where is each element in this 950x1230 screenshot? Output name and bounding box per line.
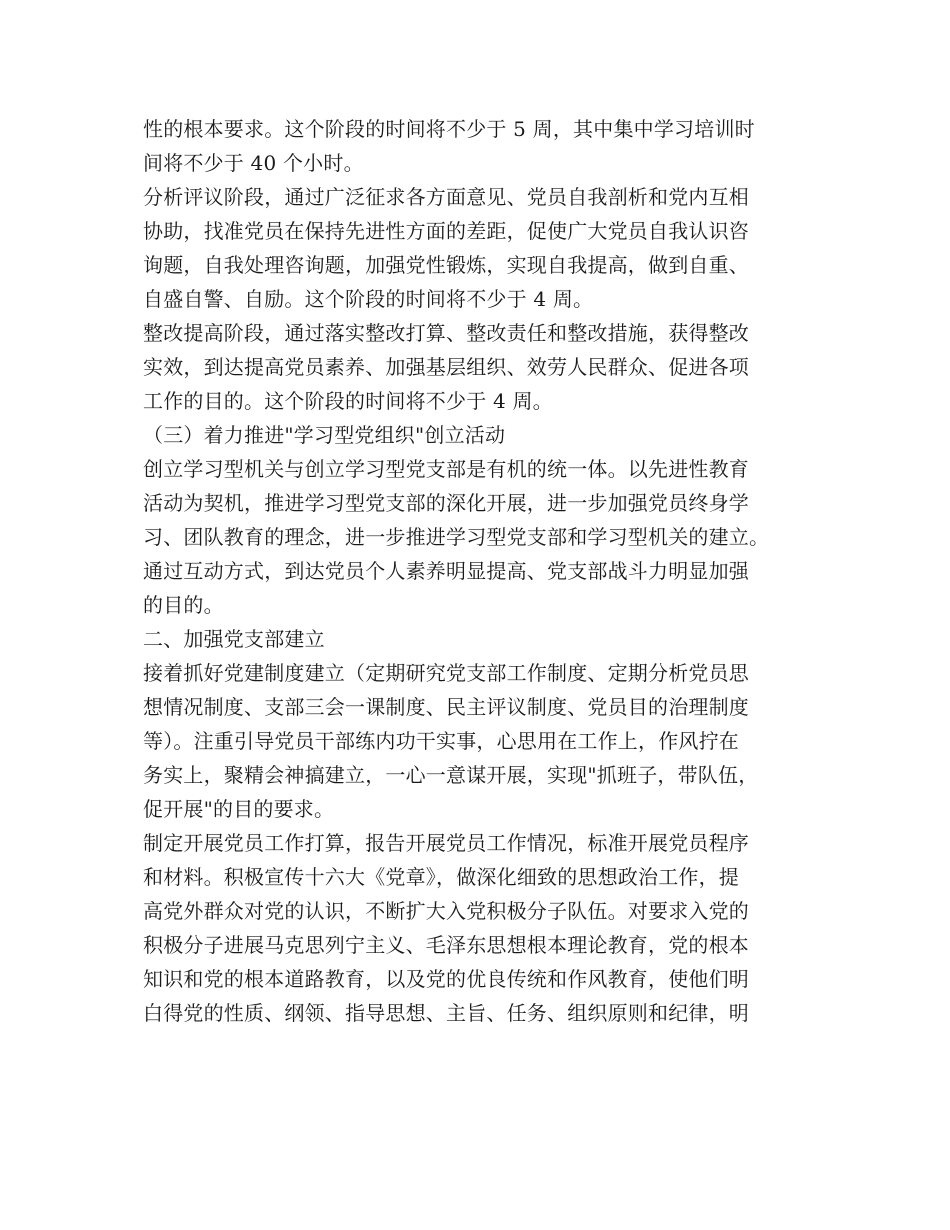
section-heading: 二、加强党支部建立: [143, 627, 325, 651]
text-line: 工作的目的。这个阶段的时间将不少于 4 周。: [143, 389, 553, 413]
text-line: 性的根本要求。这个阶段的时间将不少于 5 周，其中集中学习培训时: [143, 117, 755, 141]
text-line: 高党外群众对党的认识，不断扩大入党积极分子队伍。对要求入党的: [143, 899, 749, 923]
text-line: 的目的。: [143, 593, 224, 617]
text-line: 协助，找准党员在保持先进性方面的差距，促使广大党员自我认识咨: [143, 219, 749, 243]
text-line: 和材料。积极宣传十六大《党章》，做深化细致的思想政治工作，提: [143, 865, 739, 889]
text-line: 知识和党的根本道路教育，以及党的优良传统和作风教育，使他们明: [143, 967, 749, 991]
text-line: 制定开展党员工作打算，报告开展党员工作情况，标准开展党员程序: [143, 831, 749, 855]
text-line: 询题，自我处理咨询题，加强党性锻炼，实现自我提高，做到自重、: [143, 253, 749, 277]
text-line: 积极分子进展马克思列宁主义、毛泽东思想根本理论教育，党的根本: [143, 933, 749, 957]
text-line: 整改提高阶段，通过落实整改打算、整改责任和整改措施，获得整改: [143, 321, 749, 345]
text-line: 自盛自警、自励。这个阶段的时间将不少于 4 周。: [143, 287, 594, 311]
section-heading: （三）着力推进"学习型党组织"创立活动: [143, 423, 506, 447]
text-line: 实效，到达提高党员素养、加强基层组织、效劳人民群众、促进各项: [143, 355, 749, 379]
text-line: 创立学习型机关与创立学习型党支部是有机的统一体。以先进性教育: [143, 457, 749, 481]
text-line: 白得党的性质、纲领、指导思想、主旨、任务、组织原则和纪律，明: [143, 1001, 749, 1025]
text-line: 活动为契机，推进学习型党支部的深化开展，进一步加强党员终身学: [143, 491, 749, 515]
text-line: 间将不少于 40 个小时。: [143, 151, 364, 175]
text-line: 务实上，聚精会神搞建立，一心一意谋开展，实现"抓班子，带队伍，: [143, 763, 759, 787]
text-line: 促开展"的目的要求。: [143, 797, 335, 821]
text-line: 想情况制度、支部三会一课制度、民主评议制度、党员目的治理制度: [143, 695, 749, 719]
text-line: 接着抓好党建制度建立（定期研究党支部工作制度、定期分析党员思: [143, 661, 749, 685]
document-body: [143, 112, 843, 1030]
text-line: 等）。注重引导党员干部练内功干实事，心思用在工作上，作风拧在: [143, 729, 739, 753]
text-line: 分析评议阶段，通过广泛征求各方面意见、党员自我剖析和党内互相: [143, 185, 749, 209]
text-line: 习、团队教育的理念，进一步推进学习型党支部和学习型机关的建立。: [143, 525, 770, 549]
text-line: 通过互动方式，到达党员个人素养明显提高、党支部战斗力明显加强: [143, 559, 749, 583]
